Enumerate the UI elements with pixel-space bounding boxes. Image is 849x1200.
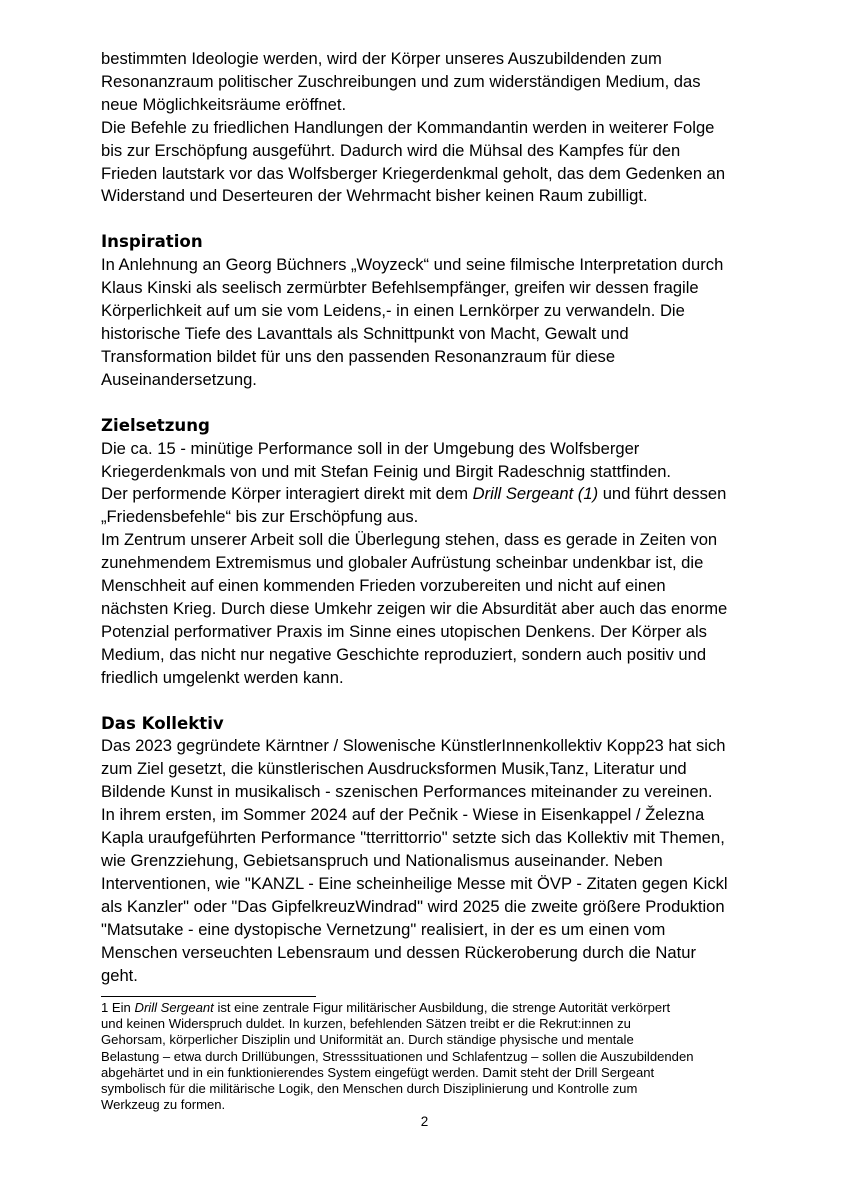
text-line: zunehmendem Extremismus und globaler Aufrüstung scheinbar undenkbar ist, die bbox=[101, 553, 704, 573]
text-line: Menschheit auf einen kommenden Frieden vorzubereiten und nicht auf einen bbox=[101, 576, 666, 596]
footnote-reference[interactable]: Drill Sergeant (1) bbox=[472, 484, 599, 504]
text-line: Kapla uraufgeführten Performance "tterrittorrio" setzte sich das Kollektiv mit Themen, bbox=[101, 828, 725, 848]
footnote-line: symbolisch für die militärische Logik, den Menschen durch Disziplinierung und Kontrolle zum bbox=[101, 1081, 638, 1097]
text-line: In Anlehnung an Georg Büchners „Woyzeck“ und seine filmische Interpretation durch bbox=[101, 255, 724, 275]
footnote-separator bbox=[101, 996, 316, 997]
text-line: geht. bbox=[101, 965, 138, 985]
section-heading-zielsetzung: Zielsetzung bbox=[101, 415, 210, 435]
footnote-line: und keinen Widerspruch duldet. In kurzen, befehlenden Sätzen treibt er die Rekrut:innen zu bbox=[101, 1016, 631, 1032]
text-run: Der performende Körper interagiert direkt mit dem bbox=[101, 484, 473, 504]
text-line: friedlich umgelenkt werden kann. bbox=[101, 667, 344, 687]
text-line: Interventionen, wie "KANZL - Eine scheinheilige Messe mit ÖVP - Zitaten gegen Kickl bbox=[101, 873, 728, 893]
text-line: Im Zentrum unserer Arbeit soll die Überlegung stehen, dass es gerade in Zeiten von bbox=[101, 530, 718, 550]
text-line: historische Tiefe des Lavanttals als Schnittpunkt von Macht, Gewalt und bbox=[101, 323, 629, 343]
text-line: Bildende Kunst in musikalisch - szenischen Performances miteinander zu vereinen. bbox=[101, 782, 713, 802]
text-line: bis zur Erschöpfung ausgeführt. Dadurch wird die Mühsal des Kampfes für den bbox=[101, 140, 681, 160]
inspiration-paragraph bbox=[101, 254, 761, 391]
section-gap bbox=[101, 208, 761, 231]
text-line: Die ca. 15 - minütige Performance soll in der Umgebung des Wolfsberger bbox=[101, 438, 640, 458]
section-gap bbox=[101, 690, 761, 713]
text-line: wie Grenzziehung, Gebietsanspruch und Nationalismus auseinander. Neben bbox=[101, 851, 663, 870]
text-run: und führt dessen bbox=[598, 484, 727, 504]
text-line: Das 2023 gegründete Kärntner / Slowenische KünstlerInnenkollektiv Kopp23 hat sich bbox=[101, 736, 726, 756]
text-run-italic: Drill Sergeant bbox=[134, 1000, 214, 1015]
text-line: Medium, das nicht nur negative Geschichte reproduziert, sondern auch positiv und bbox=[101, 644, 707, 664]
text-line: „Friedensbefehle“ bis zur Erschöpfung aus. bbox=[101, 507, 419, 527]
text-line: In ihrem ersten, im Sommer 2024 auf der Pečnik - Wiese in Eisenkappel / Železna bbox=[101, 805, 705, 825]
footnote-line: Gehorsam, körperlicher Disziplin und Uniformität an. Durch ständige physische und mentale bbox=[101, 1032, 634, 1048]
text-line: Körperlichkeit auf um sie vom Leidens,- in einen Lernkörper zu verwandeln. Die bbox=[101, 301, 685, 321]
zielsetzung-paragraph bbox=[101, 438, 761, 690]
text-line: Klaus Kinski als seelisch zermürbter Befehlsempfänger, greifen wir dessen fragile bbox=[101, 278, 699, 298]
text-line: Widerstand und Deserteuren der Wehrmacht bisher keinen Raum zubilligt. bbox=[101, 186, 648, 206]
text-line: neue Möglichkeitsräume eröffnet. bbox=[101, 94, 347, 114]
text-line bbox=[101, 483, 761, 506]
footnote-line: abgehärtet und in ein funktionierendes System eingefügt werden. Damit steht der Drill Sergeant bbox=[101, 1064, 655, 1080]
footnote bbox=[101, 1000, 761, 1113]
text-line: bestimmten Ideologie werden, wird der Körper unseres Auszubildenden zum bbox=[101, 49, 662, 68]
text-run: ist eine zentrale Figur militärischer Ausbildung, die strenge Autorität verkörpert bbox=[213, 1000, 671, 1015]
text-line: Resonanzraum politischer Zuschreibungen und zum widerständigen Medium, das bbox=[101, 71, 701, 91]
text-line: Frieden lautstark vor das Wolfsberger Kriegerdenkmal geholt, das dem Gedenken an bbox=[101, 163, 726, 183]
text-line: zum Ziel gesetzt, die künstlerischen Ausdrucksformen Musik,Tanz, Literatur und bbox=[101, 759, 687, 779]
footnote-line: Belastung – etwa durch Drillübungen, Stresssituationen und Schlafentzug – sollen die Auszubildenden bbox=[101, 1048, 694, 1064]
text-line: Auseinandersetzung. bbox=[101, 369, 257, 389]
page-number: 2 bbox=[420, 1114, 429, 1129]
text-line: nächsten Krieg. Durch diese Umkehr zeigen wir die Absurdität aber auch das enorme bbox=[101, 598, 728, 618]
footnote-line bbox=[101, 1000, 761, 1016]
section-heading-inspiration: Inspiration bbox=[101, 232, 203, 252]
footnote-line: Werkzeug zu formen. bbox=[101, 1097, 226, 1113]
document-page bbox=[101, 48, 761, 987]
text-run: 1 Ein bbox=[101, 1000, 135, 1015]
kollektiv-paragraph bbox=[101, 735, 761, 987]
text-line: "Matsutake - eine dystopische Vernetzung" realisiert, in der es um einen vom bbox=[101, 919, 666, 939]
text-line: Kriegerdenkmals von und mit Stefan Feinig und Birgit Radeschnig stattfinden. bbox=[101, 461, 672, 481]
intro-paragraph bbox=[101, 48, 761, 208]
section-heading-kollektiv: Das Kollektiv bbox=[101, 713, 224, 733]
text-line: Die Befehle zu friedlichen Handlungen der Kommandantin werden in weiterer Folge bbox=[101, 117, 715, 137]
text-line: als Kanzler" oder "Das GipfelkreuzWindrad" wird 2025 die zweite größere Produktion bbox=[101, 896, 725, 916]
section-gap bbox=[101, 392, 761, 415]
text-line: Menschen verseuchten Lebensraum und dessen Rückeroberung durch die Natur bbox=[101, 942, 696, 962]
text-line: Potenzial performativer Praxis im Sinne eines utopischen Denkens. Der Körper als bbox=[101, 621, 707, 641]
text-line: Transformation bildet für uns den passenden Resonanzraum für diese bbox=[101, 346, 616, 366]
